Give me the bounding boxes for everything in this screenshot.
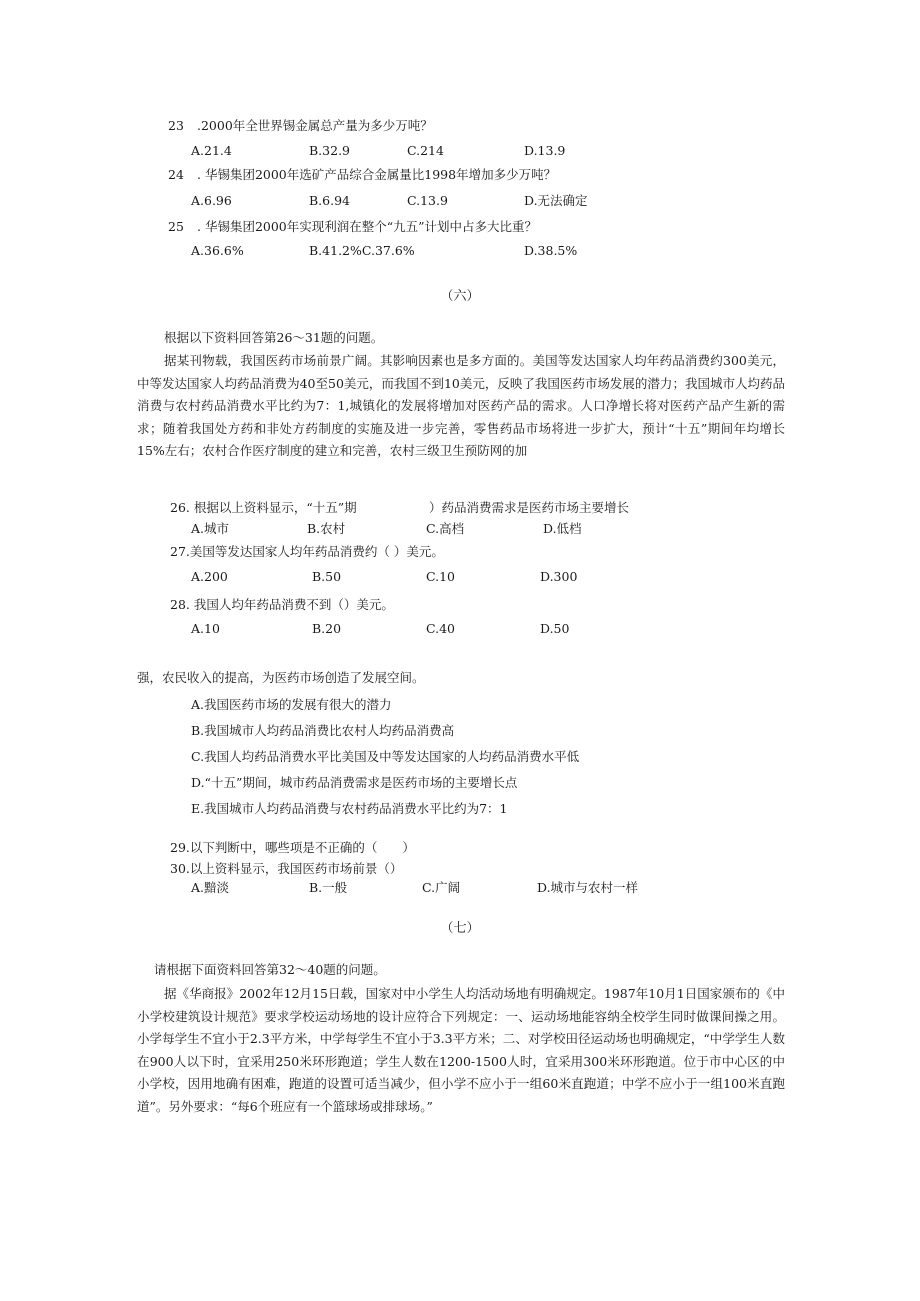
q23-option-b: B.32.9: [309, 143, 350, 158]
q27-option-d: D.300: [540, 569, 578, 584]
q28-stem: 28. 我国人均年药品消费不到（）美元。: [170, 597, 394, 612]
q30-stem: 30.以上资料显示，我国医药市场前景（）: [170, 861, 403, 876]
q26-stem-cont: ）药品消费需求是医药市场主要增长: [429, 500, 630, 515]
q26-option-c: C.高档: [426, 521, 465, 536]
statement-a: A.我国医药市场的发展有很大的潜力: [191, 697, 392, 712]
section-7-passage: 据《华商报》2002年12月15日载，国家对中小学生人均活动场地有明确规定。1987年10月1日国家颁布的《中小学校建筑设计规范》要求学校运动场地的设计应符合下列规定：一、运动场地能容纳全校学生同时做课间操之用。小学每学生不宜小于2.3平方米，中学每学生不宜小于3.3平方米；二、对学校田径运动场也明确规定，“中学学生人数在900人以下时，宜采用250米环形跑道；学生人数在1200-1500人时，宜采用300米环形跑道。位于市中心区的中小学校，因用地确有困难，跑道的设置可适当减少，但小学不应小于一组60米直跑道；中学不应小于一组100米直跑道”。另外要求：“每6个班应有一个篮球场或排球场。”: [137, 986, 785, 1114]
section-6-intro: 根据以下资料回答第26～31题的问题。: [164, 330, 384, 345]
q30-option-b: B.一般: [309, 880, 348, 895]
q29-stem: 29.以下判断中，哪些项是不正确的（ ）: [170, 840, 415, 855]
q28-option-d: D.50: [540, 621, 570, 636]
q28-option-b: B.20: [312, 621, 342, 636]
q23-option-d: D.13.9: [524, 143, 566, 158]
statement-e: E.我国城市人均药品消费与农村药品消费水平比约为7：1: [191, 801, 508, 816]
q30-option-d: D.城市与农村一样: [537, 880, 639, 895]
q30-option-a: A.黯淡: [191, 880, 230, 895]
section-6-heading: （六）: [440, 289, 480, 304]
q25-stem: . 华锡集团2000年实现利润在整个“九五”计划中占多大比重？: [197, 219, 538, 234]
q26-option-a: A.城市: [191, 521, 230, 536]
q26-option-b: B.农村: [307, 521, 346, 536]
q23-option-a: A.21.4: [191, 143, 232, 158]
q27-option-a: A.200: [191, 569, 228, 584]
q24-option-b: B.6.94: [309, 193, 350, 208]
q23-stem: .2000年全世界锡金属总产量为多少万吨？: [197, 118, 433, 133]
q28-option-a: A.10: [191, 621, 220, 636]
q25-option-bc: B.41.2%C.37.6%: [309, 243, 415, 258]
q24-option-d: D.无法确定: [524, 193, 588, 208]
statement-c: C.我国人均药品消费水平比美国及中等发达国家的人均药品消费水平低: [191, 749, 580, 764]
q26-stem: 26. 根据以上资料显示，“十五”期: [170, 500, 357, 515]
q26-option-d: D.低档: [543, 521, 582, 536]
statement-b: B.我国城市人均药品消费比农村人均药品消费高: [191, 723, 455, 738]
q27-option-c: C.10: [426, 569, 455, 584]
q27-option-b: B.50: [312, 569, 342, 584]
q24-number: 24: [168, 167, 184, 182]
q25-option-a: A.36.6%: [191, 243, 244, 258]
q28-option-c: C.40: [426, 621, 455, 636]
q24-option-c: C.13.9: [407, 193, 448, 208]
q27-stem: 27.美国等发达国家人均年药品消费约（ ）美元。: [170, 544, 444, 559]
q24-option-a: A.6.96: [191, 193, 232, 208]
section-7-intro: 请根据下面资料回答第32～40题的问题。: [154, 962, 386, 977]
q30-option-c: C.广阔: [422, 880, 461, 895]
q23-option-c: C.214: [407, 143, 444, 158]
q23-number: 23: [168, 118, 184, 133]
statement-d: D.“十五”期间，城市药品消费需求是医药市场的主要增长点: [191, 775, 518, 790]
section-7-heading: （七）: [440, 921, 480, 936]
section-6-passage: 据某刊物载，我国医药市场前景广阔。其影响因素也是多方面的。美国等发达国家人均年药品消费约300美元，中等发达国家人均药品消费为40至50美元，而我国不到10美元，反映了我国医药市场发展的潜力；我国城市人均药品消费与农村药品消费水平比约为7：1,城镇化的发展将增加对医药产品的需求。人口净增长将对医药产品产生新的需求；随着我国处方药和非处方药制度的实施及进一步完善，零售药品市场将进一步扩大，预计“十五”期间年均增长15%左右；农村合作医疗制度的建立和完善，农村三级卫生预防网的加: [137, 353, 785, 458]
q25-number: 25: [168, 219, 184, 234]
q25-option-d: D.38.5%: [524, 243, 578, 258]
q24-stem: . 华锡集团2000年选矿产品综合金属量比1998年增加多少万吨？: [197, 167, 557, 182]
section-6-passage-continued: 强，农民收入的提高，为医药市场创造了发展空间。: [137, 670, 425, 685]
